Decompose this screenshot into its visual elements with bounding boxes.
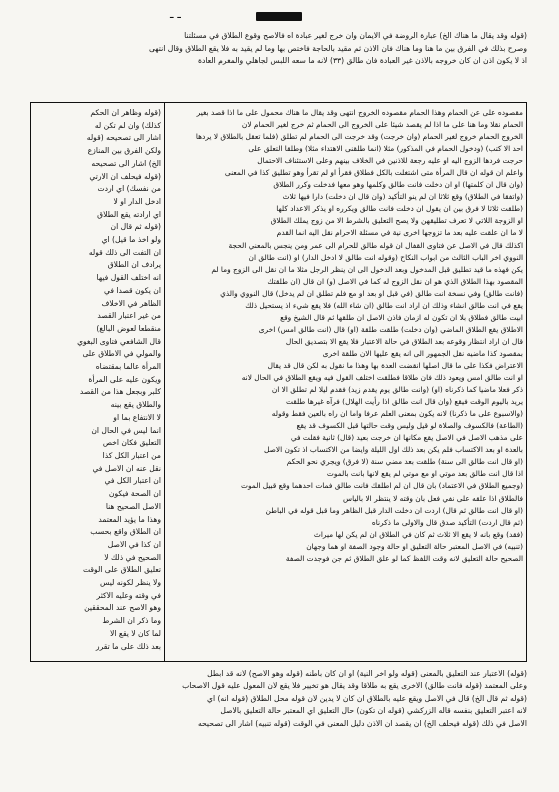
side-line: الصحيح في ذلك لا: [104, 552, 161, 562]
side-line: (قوله وظاهر ان الحكم: [90, 108, 161, 117]
top-line: اذ لا يكون اذن ان كان خروجه بالاذن غير العبادة فان طالق (٣٣) لانه ما سعه اللبس لجاهلي والمغرم العادة: [198, 56, 527, 66]
side-line: نقل عنه ان الاصل في: [92, 463, 161, 473]
side-line: قال الشافعي فتاوى البغوي: [77, 336, 161, 346]
main-line: (فقد) وقع بانه لا يقع الا ثلاث ثم كان في الطلاق ان لم يكن لها ميراث: [313, 529, 523, 539]
main-line: المقصود بهذا الطلاق الذي هو ان نقل الزوج له كما في الاصل (و) ان قال (ان طلقتك: [267, 276, 523, 286]
main-line: (او قال انت طالق ثم قال) اردت ان دخلت الدار قبل الظاهر وما قبل قوله في الباطن: [265, 505, 523, 515]
side-line: ان الطلاق واقع بحسب: [90, 527, 161, 537]
side-line: ولا ينظر لكونه ليس: [100, 578, 161, 588]
main-line: يقع في انت طالق انشاء وذلك ان اراد انت طالق (ان شاء الله) فلا يقع شيء اذ يستحيل ذلك: [245, 300, 523, 310]
main-line: (الطاعة) فالكسوف والصلاة لو قيل وليس وقت حالتها قبل الكسوف قد يقع: [296, 421, 523, 431]
side-line: الاصل الصحيح هنا: [105, 501, 161, 511]
main-line: لا ما ان علقت عليه بعد ما تزوجها اخرى نية في مسئلة الاحرام نقل اليه انما القدم: [276, 228, 523, 238]
main-line: (وجميع الطلاق في الاعتماد) بان قال ان لم اطلقك فانت طالق فمات احدهما وقع قبيل الموت: [241, 481, 523, 491]
side-line: ادخل الدار او لا: [113, 196, 161, 206]
main-line: او انت طالق امس ويعود ذلك فان طلاقا فطلقت اختلف القول فيه ويقع الطلاق في الحال لانه: [241, 373, 523, 383]
bottom-line: وعلى المعتمد (قوله فانت طالق) الاخرى يقع به طلاقا وقد يقال هو تخيير فلا يقع لان المعول عليه قول الاصحاب: [182, 681, 527, 691]
main-line: (فانت طالق) وفي نسخة انت طالق (في قبل او بعد او مع فلم تطلق ان لم يدخل) قال النووي والذي: [220, 288, 523, 298]
column-divider: [164, 103, 165, 661]
top-commentary: [30, 30, 527, 68]
bottom-commentary: [30, 668, 527, 730]
side-line: لا الانتفاع بما او: [113, 412, 161, 422]
side-line: بعد ذلك على ما تقرر: [95, 641, 161, 651]
side-line: والمولي في الاطلاق على: [82, 349, 161, 359]
side-line: من اعتبار الكل كذا: [102, 450, 161, 460]
side-line: من غير اعتبار القصد: [97, 311, 161, 321]
main-text-column: [171, 107, 523, 657]
main-line: (والاسبوع على ما ذكرنا) لانه يكون بمعنى العلم عرفا واما ان راه بالعين فقط وقوله: [271, 409, 523, 419]
side-line: منقطعا لعوض البالغ): [96, 323, 161, 333]
main-line: حرجت فردها الزوج اليه او عليه رجعة للاذنين في الخلاف بينهم وعلى الاستئناف الاحتمال: [257, 156, 523, 166]
side-line: المرأة عالما بمقتضاه: [95, 362, 161, 372]
corner-mark: ـ ـ: [170, 7, 181, 21]
main-line: ابيت طالق فطلاق بلا ان تكون له ازمان فاذن الاصل ان طلقها ثم قال الشيخ وقع: [280, 312, 523, 322]
main-line: فالطلاق اذا علقه على نفي فعل بان وقته لا ينتظر الا بالياس: [343, 493, 523, 503]
page-number-bar: [256, 12, 302, 21]
side-line: الخ) اشار الى تصحيحه: [91, 158, 161, 168]
side-line: لما كان لا يقع الا: [110, 628, 161, 638]
bottom-line: الاصل في ذلك (قوله فيحلف الخ) ان يقصد ان الاذن دليل المعنى في الوقت (قوله تنبيه) اشار الى تصحيحه: [197, 718, 527, 728]
side-line: وهو الاصح عند المحققين: [84, 603, 161, 613]
side-line: (قوله ثم قال ان: [110, 222, 161, 232]
side-line: ان الصحة فيكون: [108, 489, 161, 499]
side-line: انما ليس في الحال ان: [91, 425, 161, 435]
main-line: قال ان اراد انتظار وقوعه بعد الطلاق في حالة الاعتبار فلا يقع الا بتصديق الحال: [285, 336, 523, 346]
main-line: الصحيح حالة التعليق لانه وقت اللفظ كما لو علق الطلاق ثم جن فوجدت الصفة: [285, 553, 523, 563]
main-line: (طلقت ثلاثا لا فرق بين ان يقول ان دخلت فانت طالق ويكرره او يذكر الاعداد كلها: [276, 204, 523, 214]
side-line: وهذا ما يؤيد المعتمد: [98, 514, 161, 524]
side-line: ان اعتبار الكل في: [104, 476, 161, 486]
main-line: بالعدة او بعد الاكتساب فلم يكن بعد ذلك اول الليلة وايضا من الاكتساب اذ تكون الاصل: [264, 445, 523, 455]
bottom-line: لانه اعتبر التعليق بنفسه قاله الزركشي (قوله ان تكون) حال التعليق اي المعتبر حالة التعليق بالاصل: [220, 706, 527, 716]
side-line: ان كذا في الاصل: [107, 539, 161, 549]
bottom-line: (قوله) الاعتبار عند التعليق بالمعنى (قوله ولو اخر النية) او ان كان باطنه (قوله وهو الاصح) لانه قد ابطل: [207, 669, 527, 678]
side-line: تعليق الطلاق على الوقت: [82, 565, 161, 575]
side-line: في وقته وعليه الاكثر: [96, 590, 161, 600]
side-line: (قوله فيحلف ان الارتي: [89, 171, 161, 181]
bottom-line: (قوله ثم قال الخ) قال في الاصل ويقع عليه بالطلاق ان كان لا يدين لان قوله محل الطلاق (قوله انه) اي: [207, 693, 527, 703]
main-line: (وان قال ان كلمتها) او ان دخلت فانت طالق وكلمها وهو معها فدخلت وكرر الطلاق: [273, 180, 523, 190]
main-line: (او قال انت طالق الى سنة) طلقت بعد مضي سنة (لا فرق) ويجري نحو الحكم: [286, 457, 523, 467]
main-line: (ثم قال اردت) التأكيد صدق قال والاولى ما ذكرناه: [371, 517, 523, 527]
side-line: ولكن الفرق بين المنازع: [87, 146, 161, 156]
top-line: (قوله وقد يقال ما هناك الخ) عبارة الروضة في الايمان وان خرج لغير عبادة اه فالاصح وقوع الطلاق في مسئلتنا: [184, 31, 527, 40]
side-line: وما ذكر ان الشرط: [102, 616, 161, 626]
main-line: الاطلاق يقع الطلاق الماضي (وان دخلت) طلقت طلقة (او) قال (انت طالق امس) اخرى: [258, 324, 523, 334]
top-line: وصرح بذلك في الفرق بين ما هنا وما هناك فان الاذن ثم مقيد بالحاجة فاختص بها وما لم يقيد به فلا يقع الطلاق وقال انتهى: [148, 43, 527, 53]
side-line: يرادف ان الطلاق: [107, 260, 161, 270]
main-line: او الزوجة اللاتي لا تعرف تطليقهن ولا يصح التعليق بالشرط الا من زوج يملك الطلاق: [270, 216, 523, 226]
side-line: ولو اخذ ما قيل) اي: [101, 235, 161, 245]
main-line: الخروج الحمام خروج لغير الحمام (وان خرجت) وقد خرجت الى الحمام لم تطلق (فلما تعقل بالطلاق لا يردها: [195, 132, 523, 142]
main-line: (واتفقا في الطلاق) وقع ثلاثا ان لم ينو التأكيد (وان قال ان دخلت) دارا فيها ثلاث: [282, 192, 523, 202]
main-line: واعلم ان قوله ان قال المرأة متى اشتغلت بالكل فطلاق فقرأ او لم تقرأ وهو تطليق كذا في المعنى: [224, 168, 523, 178]
main-frame: [30, 102, 527, 662]
side-line: كذلك) وان لم تكن له: [94, 120, 161, 130]
main-line: الحمام نقلا وما هنا على ما اذا لم يقصد شيئا على الخروج الى الحمام ثم خرج لغير الحمام لان: [241, 120, 523, 130]
side-line: الظاهر في الاخلاف: [101, 298, 161, 308]
main-line: يكن فهذه ما قيد تطليق قبل المدخول وبعد الدخول الى ان ينظر الرجل مثلا ما ان نقل الى الزوج وما لم: [211, 264, 523, 274]
side-commentary-column: [35, 107, 161, 657]
side-line: من نفسك) اي اردت: [97, 184, 161, 194]
side-line: ان يكون قصدا في: [103, 285, 161, 295]
side-line: كلبر وبجعل هذا من القصد: [79, 387, 161, 397]
main-line: اذا قال انت طالق بعد موتي او مع موتي لم يقع لانها بانت بالموت: [326, 469, 523, 479]
main-line: اكذلك قال في الاصل عن فتاوى القفال ان قوله طالق للحرام الى عمر ومن ينجس بالمعني الحجة: [228, 240, 523, 250]
side-line: اي ارادته يقع الطلاق: [97, 209, 161, 219]
main-line: ذكر فعلا ماضيا كما ذكرناه (او) (وانت طالق يوم يقدم زيد) فقدم ليلا لم تطلق الا ان: [271, 385, 523, 395]
side-line: اشار الى تصحيحه (قوله: [86, 133, 161, 143]
main-line: بمقصود كذا ماضيه نقل الجمهور الى انه يقع عليها الان طلقة اخرى: [322, 348, 523, 358]
main-line: مقصوده على عن الحمام وهذا الحمام مقصوده الخروج انتهى وقد يقال ما هناك محمول على ما اذا قصد بغير: [196, 108, 523, 117]
main-line: النووي اخر الباب الثالث من ابواب النكاح (وقوله انت طالق لا ادخل الدار) او (انت طالق ان: [248, 252, 523, 262]
main-line: احد الا كتب) (ودخول الحمام في المذكور) مثلا (انما طلقنى الاهتداء مثلا) وطلقا التعلق على: [248, 144, 523, 154]
side-line: التعليق فكان اخص: [102, 438, 161, 448]
main-line: (تنبيه) في الاصل المعتبر حالة التعليق او حالة وجود الصفة او هما وجهان: [306, 541, 523, 551]
main-line: الاعتراض فكذا على ما قال اصلها انقضت العدة بها وهذا ما نقول به لكن قال قد يقال: [267, 360, 523, 370]
side-line: انه اختلف القول فيها: [96, 273, 161, 283]
side-line: ان التفت الى ذلك قوله: [88, 247, 161, 257]
main-line: على مذهب الاصل في الاصل يقع مكانها ان خرجت بعيد (قال) ثانية فقلت في: [290, 433, 523, 443]
side-line: ويكون عليه على المرأة: [88, 374, 161, 384]
side-line: والطلاق يقع بينه: [110, 400, 161, 410]
main-line: يريد باليوم الوقت فيقع (وان قال انت طالق اذا رأيت الهلال) فرآه غيرها طلقت: [285, 397, 523, 407]
